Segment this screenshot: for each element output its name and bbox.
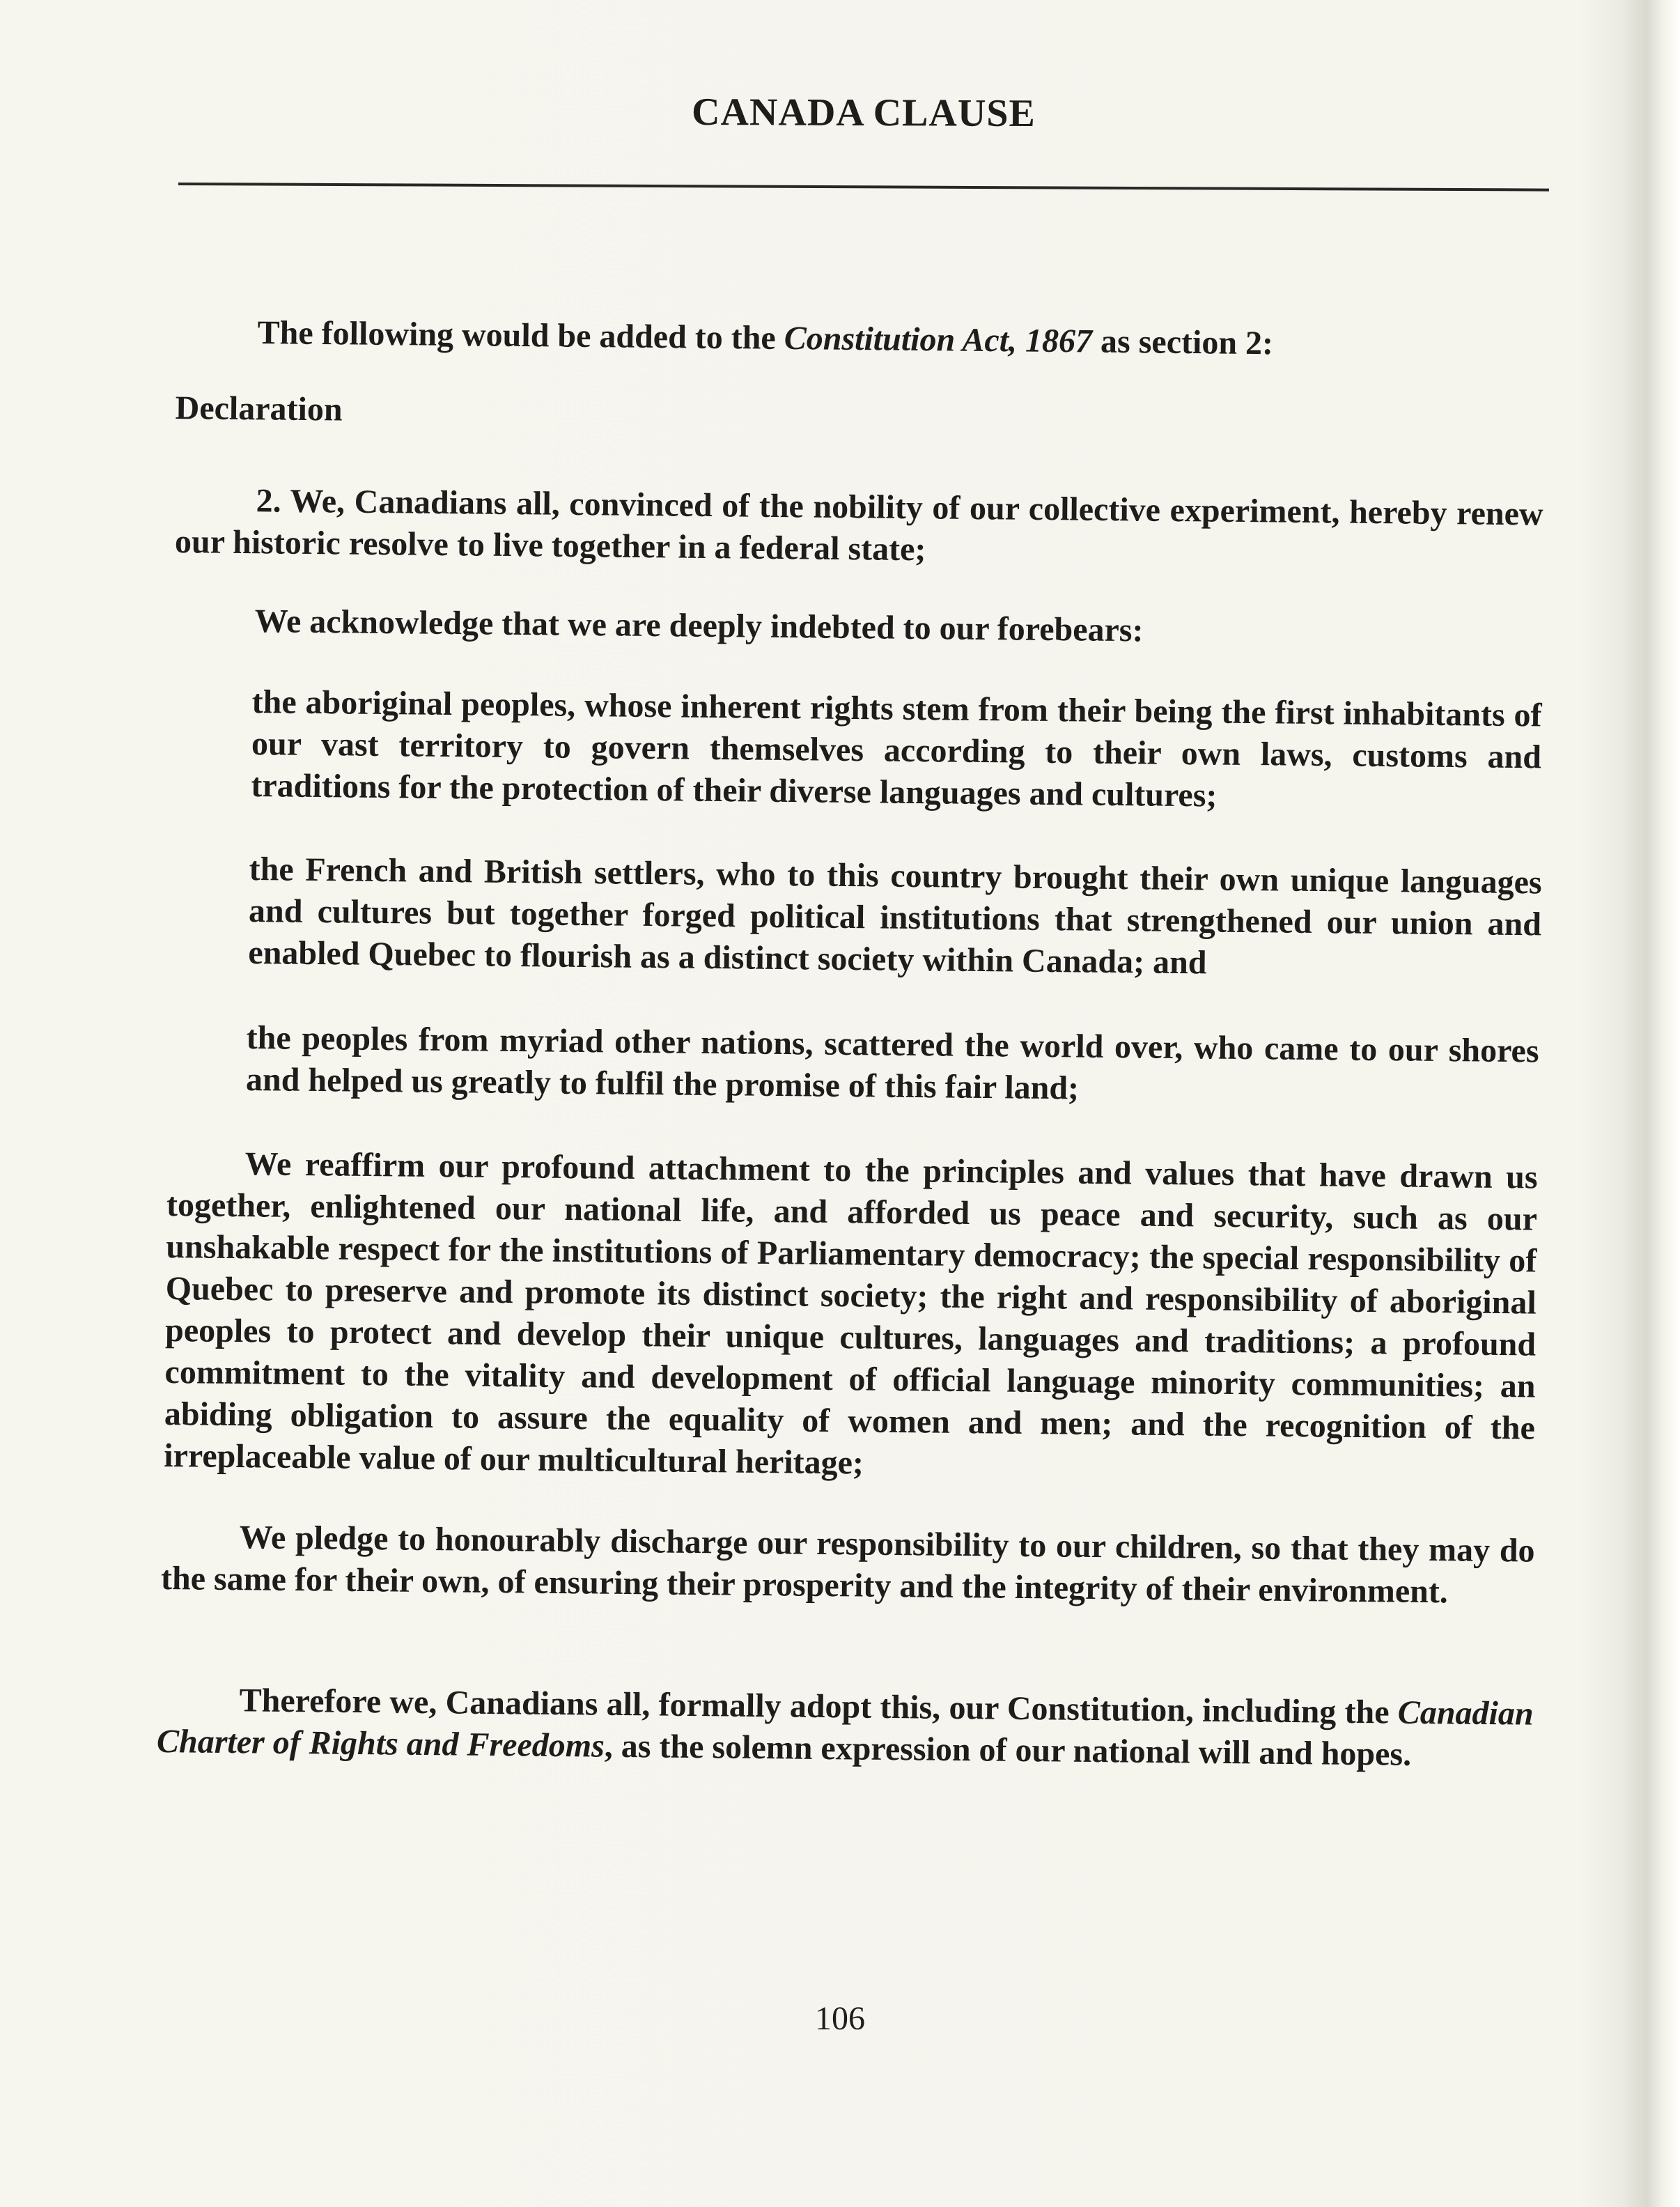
paragraph-settlers: the French and British settlers, who to this country brought their own unique languages and cultures but together forged political institutions that strengthened our union and enabled Quebec to flourish as a distinct society within Canada; and [248, 850, 1542, 982]
section-heading: Declaration [175, 389, 343, 428]
paragraph-aboriginal-peoples: the aboriginal peoples, whose inherent rights stem from their being the first inhabitants of our vast territory to govern themselves according to their own laws, customs and traditions for the protection of their diverse languages and cultures; [251, 683, 1542, 814]
paragraph-other-nations: the peoples from myriad other nations, scattered the world over, who came to our shores and helped us greatly to fulfil the promise of this fair land; [245, 1019, 1539, 1107]
charter-title: Canadian Charter of Rights and Freedoms [156, 1694, 1534, 1765]
act-title: Constitution Act, 1867 [784, 319, 1093, 360]
page-number: 106 [815, 2000, 865, 2037]
paragraph-declaration: 2. We, Canadians all, convinced of the nobility of our collective experiment, hereby renew our historic resolve to live together in a federal state; [174, 482, 1543, 568]
paragraph-forebears: We acknowledge that we are deeply indebted to our forebears: [254, 602, 1144, 649]
intro-line [257, 312, 1442, 366]
paragraph-pledge: We pledge to honourably discharge our responsibility to our children, so that they may do the same for their own, of ensuring their prosperity and the integrity of their environment. [160, 1519, 1535, 1611]
adoption-text-after: , as the solemn expression of our national will and hopes. [604, 1727, 1412, 1773]
paragraph-principles: We reaffirm our profound attachment to the principles and values that have drawn us together, enlightened our national life, and afforded us peace and security, such as our unshakable respect for the institutions of Parliamentary democracy; the special responsibility of Quebec to preserve and promote its distinct society; the right and responsibility of aboriginal peoples to protect and develop their unique cultures, languages and traditions; a profound commitment to the vitality and development of official language minority communities; an abiding obligation to assure the equality of women and men; and the recognition of the irreplaceable value of our multicultural heritage; [164, 1145, 1538, 1482]
intro-text-after: as section 2: [1091, 323, 1274, 362]
page-title: CANADA CLAUSE [691, 90, 1036, 136]
title-rule [178, 183, 1549, 192]
adoption-text-before: Therefore we, Canadians all, formally adopt this, our Constitution, including the [239, 1682, 1399, 1731]
intro-text-before: The following would be added to the [257, 313, 785, 357]
paragraph-adoption [157, 1679, 1534, 1777]
